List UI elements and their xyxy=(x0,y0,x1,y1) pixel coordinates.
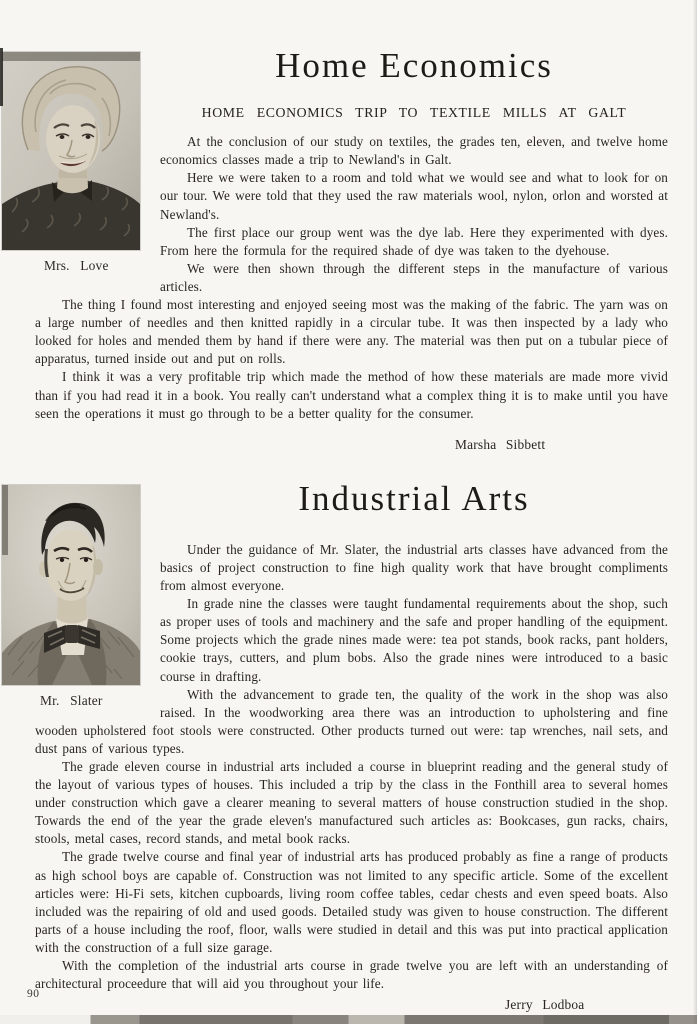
paragraph: Under the guidance of Mr. Slater, the industrial arts classes have advanced from the basics of project construction to fine high quality work that have brought compliments from almost everyone. xyxy=(160,541,668,594)
paragraph: The grade eleven course in industrial arts included a course in blueprint reading and the general study of the layout of various types of houses. This included a trip by the class in the Fonthill area to several homes under construction which gave a clearer meaning to several matters of house construction studied in the shop. Towards the end of the year the grade eleven's manufactured such articles as: Bookcases, gun racks, chairs, stools, metal cases, record stands, and metal book racks. xyxy=(35,759,668,847)
author-signature: Jerry Lodboa xyxy=(505,997,585,1013)
section-title: Industrial Arts xyxy=(298,478,530,518)
paragraph: I think it was a very profitable trip which made the method of how these materials are made more vivid than if you had read it in a book. You really can't understand what a complex thing it is to make until you have seen the operations it must go through to be a better quality for the consumer. xyxy=(35,369,668,421)
industrial-arts-section xyxy=(35,479,668,1014)
home-economics-section xyxy=(35,46,668,453)
paragraph: In grade nine the classes were taught fundamental requirements about the shop, such as proper uses of tools and machinery and the safe and proper handling of the equipment. Some projects which the grade nines made were: tea pot stands, book racks, pant holders, cookie trays, cutters, and plum bobs. Also the grade nines were introduced to a basic course in drafting. xyxy=(160,596,668,684)
paragraph: The thing I found most interesting and enjoyed seeing most was the making of the fabric. The yarn was on a large number of needles and then knitted rapidly in a circular tube. It was then inspected by a lady who looked for holes and mended them by hand if there were any. The material was then put on a tubular piece of apparatus, turned inside out and put on rolls. xyxy=(35,297,668,367)
page-number: 90 xyxy=(27,988,40,1000)
photo-caption: Mrs. Love xyxy=(44,258,109,273)
section-title: Home Economics xyxy=(275,46,553,85)
paragraph: At the conclusion of our study on textiles, the grades ten, eleven, and twelve home economics classes made a trip to Newland's in Galt. xyxy=(160,134,668,168)
mr-slater-photo-block xyxy=(2,485,140,709)
paragraph: The first place our group went was the dye lab. Here they experimented with dyes. From here the formula for the required shade of dye was taken to the dyehouse. xyxy=(160,224,668,258)
paragraph: The grade twelve course and final year of industrial arts has produced probably as fine a range of products as high school boys are capable of. Construction was not limited to any specific article. Some of the excellent articles were: Hi-Fi sets, kitchen cupboards, living room coffee tables, cedar chests and even speed boats. Also included was the repairing of old and used goods. Detailed study was given to house construction. The different parts of a house including the roof, floor, walls were studied in detail and this was put into practical application with the construction of a full size garage. xyxy=(35,849,668,955)
mrs-love-photo xyxy=(2,52,140,250)
mrs-love-photo-block xyxy=(2,52,140,274)
paragraph: Here we were taken to a room and told what we would see and what to look for on our tour. We were told that they used the raw materials wool, nylon, orlon and worsted at Newland's. xyxy=(160,170,668,222)
scan-right-edge xyxy=(693,0,697,1024)
scan-edge-artifact xyxy=(0,48,3,106)
author-signature: Marsha Sibbett xyxy=(455,436,546,452)
scan-bottom-edge xyxy=(0,1015,697,1024)
mr-slater-photo xyxy=(2,485,140,685)
photo-caption: Mr. Slater xyxy=(40,692,103,708)
paragraph: With the completion of the industrial arts course in grade twelve you are left with an understanding of architectural proceedure that will aid you throughout your life. xyxy=(35,958,668,992)
paragraph: With the advancement to grade ten, the quality of the work in the shop was also raised. In the woodworking area there was an introduction to upholstering and fine wooden upholstered foot stools were constructed. Other products turned out were: tap wrenches, nail sets, and dust pans of various types. xyxy=(35,686,668,756)
paragraph: We were then shown through the different steps in the manufacture of various articles. xyxy=(160,260,668,294)
section-subtitle: HOME ECONOMICS TRIP TO TEXTILE MILLS AT GALT xyxy=(201,105,627,121)
